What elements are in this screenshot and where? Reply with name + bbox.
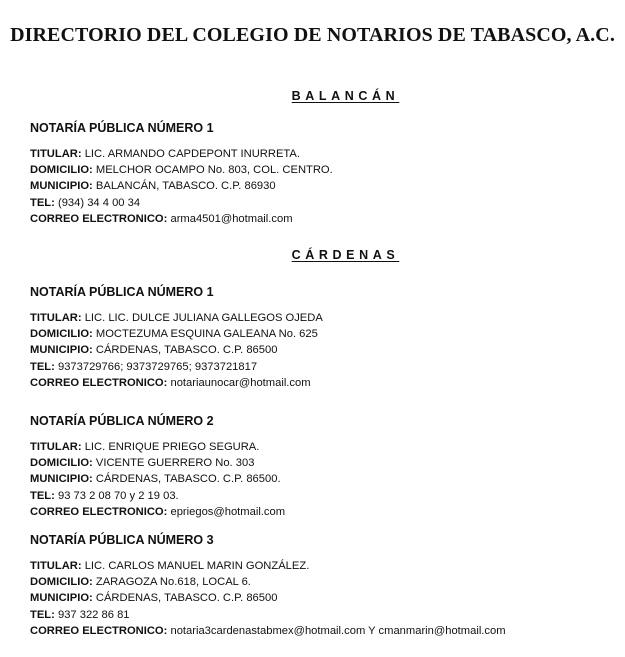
notary-title: NOTARÍA PÚBLICA NÚMERO 1: [30, 285, 214, 299]
correo-value: notariaunocar@hotmail.com: [170, 376, 311, 389]
municipio-label: MUNICIPIO:: [30, 344, 93, 357]
titular-value: LIC. ENRIQUE PRIEGO SEGURA.: [84, 441, 260, 453]
correo-line: [30, 504, 610, 520]
tel-value: 9373729766; 9373729765; 9373721817: [57, 360, 258, 373]
municipio-line: [30, 590, 610, 606]
domicilio-label: DOMICILIO:: [30, 328, 93, 341]
tel-line: [30, 195, 610, 211]
titular-line: [30, 558, 610, 574]
municipio-label: MUNICIPIO:: [30, 592, 93, 605]
municipio-line: [30, 471, 610, 487]
correo-label: CORREO ELECTRONICO:: [30, 376, 168, 389]
correo-label: CORREO ELECTRONICO:: [30, 624, 168, 637]
titular-value: LIC. LIC. DULCE JULIANA GALLEGOS OJEDA: [84, 312, 323, 324]
domicilio-value: MOCTEZUMA ESQUINA GALEANA No. 625: [95, 328, 318, 341]
tel-value: 937 322 86 81: [57, 608, 130, 621]
municipio-label: MUNICIPIO:: [30, 180, 93, 193]
notary-title: NOTARÍA PÚBLICA NÚMERO 2: [30, 414, 214, 428]
titular-value: LIC. ARMANDO CAPDEPONT INURRETA.: [84, 148, 300, 160]
correo-value: notaria3cardenastabmex@hotmail.com Y cmanmarin@hotmail.com: [170, 624, 506, 637]
correo-label: CORREO ELECTRONICO:: [30, 505, 168, 518]
tel-label: TEL:: [30, 608, 55, 621]
notary-entry-balancan-1: [30, 121, 610, 227]
domicilio-value: MELCHOR OCAMPO No. 803, COL. CENTRO.: [95, 164, 333, 177]
domicilio-value: VICENTE GUERRERO No. 303: [95, 457, 255, 470]
correo-line: [30, 211, 610, 227]
titular-line: [30, 310, 610, 326]
domicilio-line: [30, 574, 610, 590]
domicilio-label: DOMICILIO:: [30, 576, 93, 589]
tel-label: TEL:: [30, 360, 55, 373]
notary-entry-cardenas-2: [30, 414, 610, 520]
notary-title: NOTARÍA PÚBLICA NÚMERO 1: [30, 121, 214, 135]
titular-value: LIC. CARLOS MANUEL MARIN GONZÁLEZ.: [84, 560, 310, 572]
municipio-label: MUNICIPIO:: [30, 473, 93, 486]
titular-label: TITULAR:: [30, 312, 82, 324]
correo-line: [30, 623, 610, 639]
section-heading-cardenas: CÁRDENAS: [291, 248, 400, 262]
titular-label: TITULAR:: [30, 148, 82, 160]
tel-label: TEL:: [30, 489, 55, 502]
tel-line: [30, 607, 610, 623]
municipio-value: BALANCÁN, TABASCO. C.P. 86930: [95, 180, 276, 193]
domicilio-line: [30, 326, 610, 342]
document-title: DIRECTORIO DEL COLEGIO DE NOTARIOS DE TABASCO, A.C.: [10, 24, 615, 46]
municipio-value: CÁRDENAS, TABASCO. C.P. 86500: [95, 592, 278, 605]
municipio-line: [30, 342, 610, 358]
domicilio-label: DOMICILIO:: [30, 457, 93, 470]
titular-label: TITULAR:: [30, 560, 82, 572]
correo-value: epriegos@hotmail.com: [170, 505, 286, 518]
municipio-value: CÁRDENAS, TABASCO. C.P. 86500.: [95, 473, 281, 486]
domicilio-label: DOMICILIO:: [30, 164, 93, 177]
municipio-value: CÁRDENAS, TABASCO. C.P. 86500: [95, 344, 278, 357]
titular-label: TITULAR:: [30, 441, 82, 453]
notary-title: NOTARÍA PÚBLICA NÚMERO 3: [30, 533, 214, 547]
titular-line: [30, 146, 610, 162]
titular-line: [30, 439, 610, 455]
domicilio-value: ZARAGOZA No.618, LOCAL 6.: [95, 576, 251, 589]
correo-value: arma4501@hotmail.com: [170, 212, 293, 225]
correo-label: CORREO ELECTRONICO:: [30, 212, 168, 225]
notary-entry-cardenas-1: [30, 285, 610, 391]
correo-line: [30, 375, 610, 391]
tel-value: 93 73 2 08 70 y 2 19 03.: [57, 489, 179, 502]
tel-label: TEL:: [30, 196, 55, 209]
domicilio-line: [30, 455, 610, 471]
tel-line: [30, 488, 610, 504]
section-heading-balancan: BALANCÁN: [291, 89, 400, 103]
tel-line: [30, 359, 610, 375]
domicilio-line: [30, 162, 610, 178]
municipio-line: [30, 178, 610, 194]
tel-value: (934) 34 4 00 34: [57, 196, 141, 209]
notary-entry-cardenas-3: [30, 533, 610, 639]
